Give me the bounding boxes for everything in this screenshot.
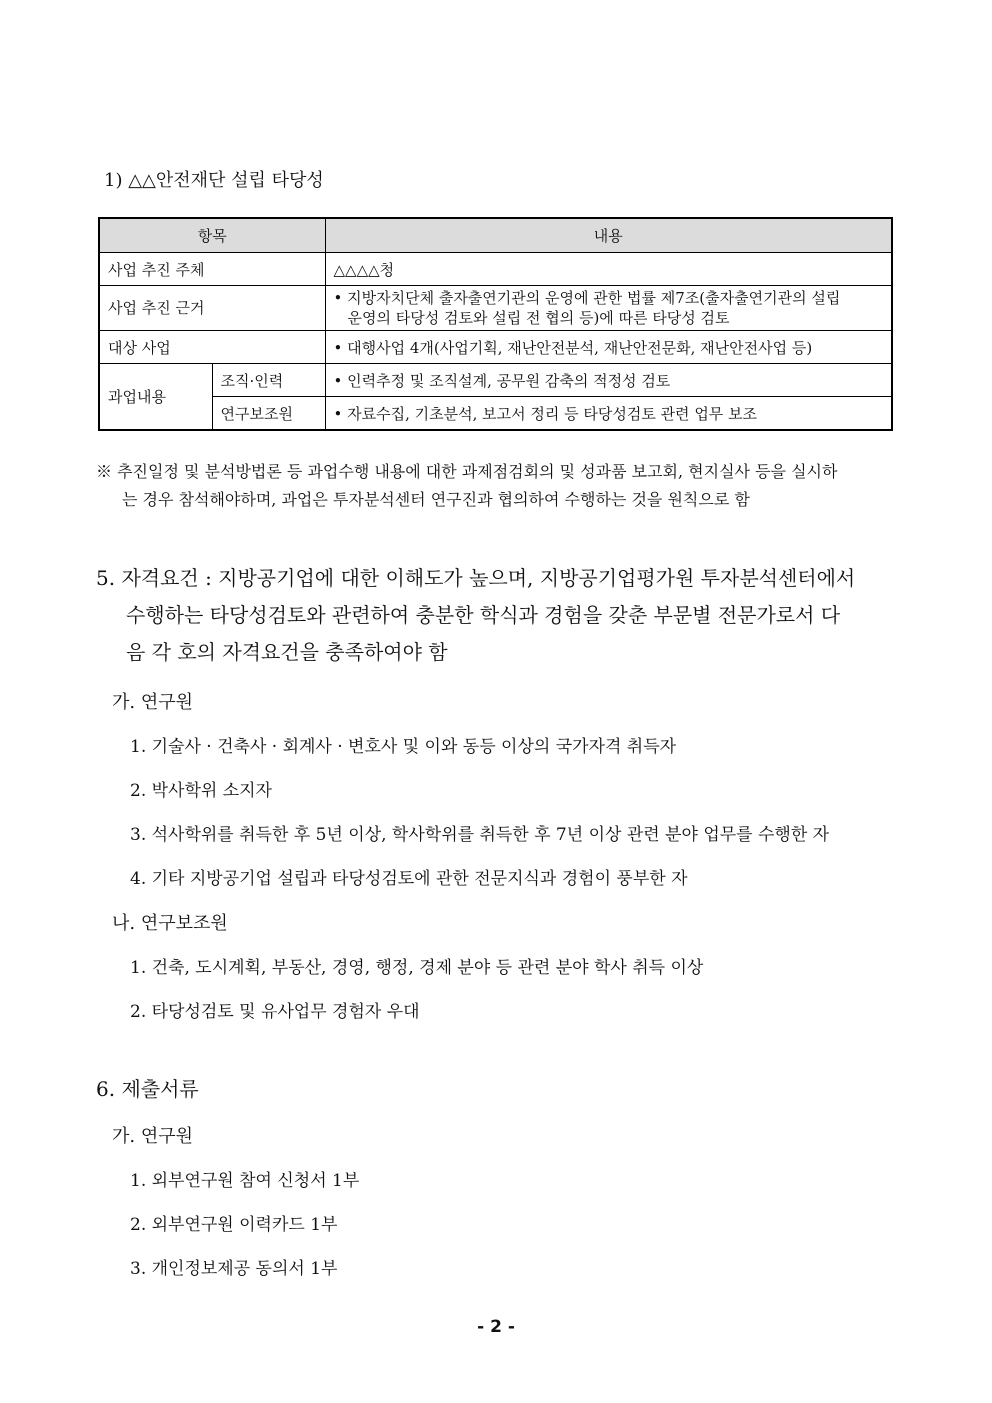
section-5-line: 수행하는 타당성검토와 관련하여 충분한 학식과 경험을 갖춘 부문별 전문가로서 다 bbox=[126, 603, 841, 627]
task-label: 과업내용 bbox=[99, 364, 212, 431]
note-line: ※ 추진일정 및 분석방법론 등 과업수행 내용에 대한 과제점검회의 및 성과품 보고회, 현지실사 등을 실시하 bbox=[96, 462, 838, 481]
list-item: 1. 외부연구원 참여 신청서 1부 bbox=[130, 1171, 360, 1191]
note-block bbox=[96, 458, 837, 514]
documents-researcher-heading: 가. 연구원 bbox=[112, 1126, 193, 1147]
header-content: 내용 bbox=[325, 218, 892, 253]
list-item: 2. 외부연구원 이력카드 1부 bbox=[130, 1215, 338, 1235]
row-value-line: • 지방자치단체 출자출연기관의 운영에 관한 법률 제7조(출자출연기관의 설립 bbox=[333, 289, 841, 307]
row-value: △△△△청 bbox=[325, 253, 892, 286]
list-item: 3. 개인정보제공 동의서 1부 bbox=[130, 1259, 338, 1279]
row-sublabel: 조직·인력 bbox=[212, 364, 325, 397]
researcher-heading: 가. 연구원 bbox=[112, 692, 193, 713]
section-5-title bbox=[96, 560, 855, 671]
project-info-table bbox=[98, 217, 893, 431]
section-5-line: 5. 자격요건 : 지방공기업에 대한 이해도가 높으며, 지방공기업평가원 투자분석센터에서 bbox=[96, 566, 856, 590]
note-line: 는 경우 참석해야하며, 과업은 투자분석센터 연구진과 협의하여 수행하는 것을 원칙으로 함 bbox=[122, 490, 750, 509]
list-item: 1. 기술사 · 건축사 · 회계사 · 변호사 및 이와 동등 이상의 국가자격 취득자 bbox=[130, 737, 677, 757]
list-item: 3. 석사학위를 취득한 후 5년 이상, 학사학위를 취득한 후 7년 이상 관련 분야 업무를 수행한 자 bbox=[130, 825, 830, 845]
section-6-title: 6. 제출서류 bbox=[96, 1077, 199, 1101]
table-header-row bbox=[99, 218, 892, 253]
table-row bbox=[99, 331, 892, 364]
row-sublabel: 연구보조원 bbox=[212, 397, 325, 431]
list-item: 2. 타당성검토 및 유사업무 경험자 우대 bbox=[130, 1002, 420, 1022]
table-row bbox=[99, 364, 892, 397]
subsection-title: 1) △△안전재단 설립 타당성 bbox=[104, 170, 324, 191]
row-value-line: 운영의 타당성 검토와 설립 전 협의 등)에 따른 타당성 검토 bbox=[347, 309, 730, 327]
table-row bbox=[99, 286, 892, 331]
row-value: • 대행사업 4개(사업기획, 재난안전분석, 재난안전문화, 재난안전사업 등) bbox=[325, 331, 892, 364]
header-item: 항목 bbox=[99, 218, 325, 253]
row-label: 사업 추진 근거 bbox=[99, 286, 325, 331]
page-number: - 2 - bbox=[477, 1317, 515, 1337]
row-value: • 자료수집, 기초분석, 보고서 정리 등 타당성검토 관련 업무 보조 bbox=[325, 397, 892, 431]
row-value: • 인력추정 및 조직설계, 공무원 감축의 적정성 검토 bbox=[325, 364, 892, 397]
table-row bbox=[99, 397, 892, 431]
section-5-line: 음 각 호의 자격요건을 충족하여야 함 bbox=[126, 640, 448, 664]
assistant-heading: 나. 연구보조원 bbox=[112, 913, 228, 934]
table-row bbox=[99, 253, 892, 286]
row-value bbox=[325, 286, 892, 331]
list-item: 4. 기타 지방공기업 설립과 타당성검토에 관한 전문지식과 경험이 풍부한 자 bbox=[130, 869, 688, 889]
row-label: 사업 추진 주체 bbox=[99, 253, 325, 286]
list-item: 2. 박사학위 소지자 bbox=[130, 781, 272, 801]
list-item: 1. 건축, 도시계획, 부동산, 경영, 행정, 경제 분야 등 관련 분야 학사 취득 이상 bbox=[130, 958, 704, 978]
row-label: 대상 사업 bbox=[99, 331, 325, 364]
